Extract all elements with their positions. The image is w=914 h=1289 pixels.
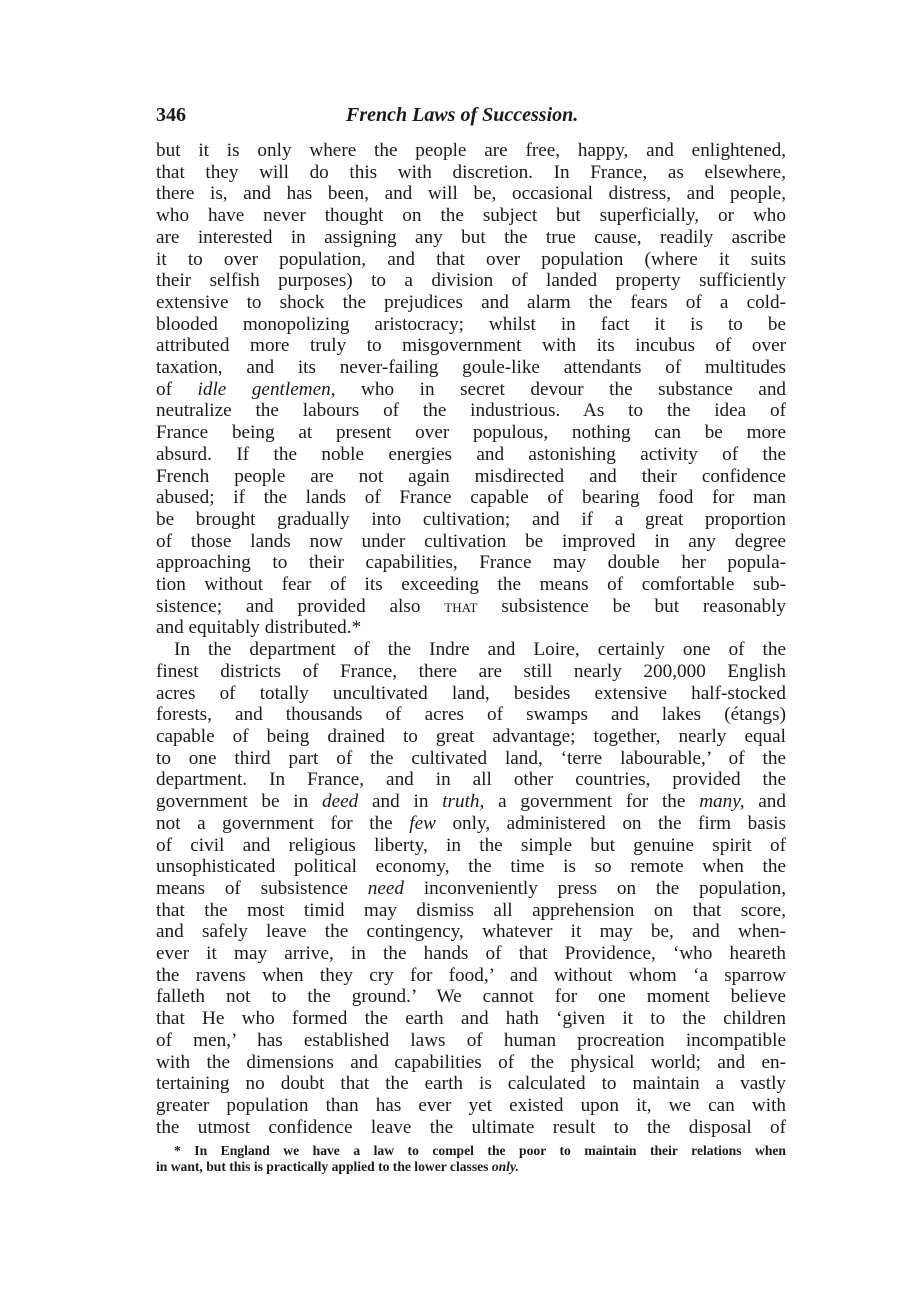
- text-line: there is, and has been, and will be, occasional distress, and people,: [156, 183, 786, 205]
- text-run: not a government for the: [156, 812, 410, 834]
- text-line: abused; if the lands of France capable of bearing food for man: [156, 487, 786, 509]
- text-line: that the most timid may dismiss all apprehension on that score,: [156, 899, 786, 921]
- text-line: French people are not again misdirected and their confidence: [156, 465, 786, 487]
- text-line: ever it may arrive, in the hands of that Providence, ‘who heareth: [156, 943, 786, 965]
- text-line: be brought gradually into cultivation; and if a great proportion: [156, 508, 786, 530]
- text-line: and safely leave the contingency, whatever it may be, and when-: [156, 921, 786, 943]
- text-line: attributed more truly to misgovernment with its incubus of over: [156, 335, 786, 357]
- running-head: French Laws of Succession.: [346, 104, 579, 126]
- text-line: tion without fear of its exceeding the means of comfortable sub-: [156, 574, 786, 596]
- text-line: the utmost confidence leave the ultimate result to the disposal of: [156, 1116, 786, 1138]
- paragraph-start-line: In the department of the Indre and Loire, certainly one of the: [174, 639, 786, 661]
- text-line: [156, 596, 786, 618]
- text-run: government be in: [156, 791, 323, 813]
- text-line: the ravens when they cry for food,’ and without whom ‘a sparrow: [156, 964, 786, 986]
- text-run: and in: [358, 791, 443, 813]
- italic-run: few: [409, 812, 436, 834]
- italic-run: need: [367, 877, 405, 899]
- text-line: tertaining no doubt that the earth is calculated to maintain a vastly: [156, 1073, 786, 1095]
- text-line: absurd. If the noble energies and astonishing activity of the: [156, 443, 786, 465]
- text-line: to one third part of the cultivated land, ‘terre labourable,’ of the: [156, 747, 786, 769]
- text-line: capable of being drained to great advantage; together, nearly equal: [156, 725, 786, 747]
- text-line: [156, 791, 786, 813]
- small-caps-run: that: [444, 595, 478, 617]
- text-line: are interested in assigning any but the true cause, readily ascribe: [156, 226, 786, 248]
- text-line: neutralize the labours of the industrious. As to the idea of: [156, 400, 786, 422]
- text-run: sistence; and provided also: [156, 595, 445, 617]
- text-run: and: [744, 791, 786, 813]
- text-line: with the dimensions and capabilities of the physical world; and en-: [156, 1051, 786, 1073]
- text-line: falleth not to the ground.’ We cannot for one moment believe: [156, 986, 786, 1008]
- text-line: [156, 379, 786, 401]
- italic-run: deed: [322, 791, 359, 813]
- text-run: of: [156, 378, 198, 400]
- text-line: France being at present over populous, nothing can be more: [156, 422, 786, 444]
- text-line: that He who formed the earth and hath ‘given it to the children: [156, 1008, 786, 1030]
- text-line: unsophisticated political economy, the time is so remote when the: [156, 856, 786, 878]
- text-run: means of subsistence: [156, 877, 368, 899]
- text-line: taxation, and its never-failing goule-like attendants of multitudes: [156, 357, 786, 379]
- italic-run: only.: [491, 1159, 519, 1174]
- italic-run: truth,: [442, 791, 485, 813]
- text-line: it to over population, and that over population (where it suits: [156, 248, 786, 270]
- text-line: of civil and religious liberty, in the simple but genuine spirit of: [156, 834, 786, 856]
- text-line: finest districts of France, there are still nearly 200,000 English: [156, 660, 786, 682]
- page-number: 346: [156, 104, 186, 126]
- text-line: [156, 813, 786, 835]
- text-run: inconveniently press on the population,: [404, 877, 786, 899]
- page-header: [156, 100, 786, 134]
- text-line: of men,’ has established laws of human procreation incompatible: [156, 1029, 786, 1051]
- italic-run: many,: [699, 791, 745, 813]
- text-line: department. In France, and in all other countries, provided the: [156, 769, 786, 791]
- text-line: acres of totally uncultivated land, besides extensive half-stocked: [156, 682, 786, 704]
- body-text: [156, 140, 786, 1138]
- footnote-line: * In England we have a law to compel the poor to maintain their relations when: [174, 1143, 786, 1158]
- paragraph-end-line: and equitably distributed.*: [156, 617, 362, 639]
- text-line: [156, 878, 786, 900]
- text-line: approaching to their capabilities, France may double her popula-: [156, 552, 786, 574]
- text-line: extensive to shock the prejudices and alarm the fears of a cold-: [156, 291, 786, 313]
- text-run: only, administered on the firm basis: [435, 812, 787, 834]
- text-line: who have never thought on the subject but superficially, or who: [156, 205, 786, 227]
- text-line: but it is only where the people are free, happy, and enlightened,: [156, 140, 786, 161]
- italic-run: idle gentlemen,: [197, 378, 336, 400]
- text-run: subsistence be but reasonably: [477, 595, 786, 617]
- text-line: their selfish purposes) to a division of landed property sufficiently: [156, 270, 786, 292]
- text-run: a government for the: [484, 791, 700, 813]
- text-line: greater population than has ever yet existed upon it, we can with: [156, 1094, 786, 1116]
- text-line: forests, and thousands of acres of swamps and lakes (étangs): [156, 704, 786, 726]
- text-line: that they will do this with discretion. In France, as elsewhere,: [156, 161, 786, 183]
- text-line: blooded monopolizing aristocracy; whilst in fact it is to be: [156, 313, 786, 335]
- footnote: [156, 1143, 786, 1175]
- text-run: in want, but this is practically applied to the lower classes: [156, 1159, 492, 1174]
- text-line: of those lands now under cultivation be improved in any degree: [156, 530, 786, 552]
- text-run: who in secret devour the substance and: [335, 378, 787, 400]
- footnote-line: [156, 1159, 786, 1175]
